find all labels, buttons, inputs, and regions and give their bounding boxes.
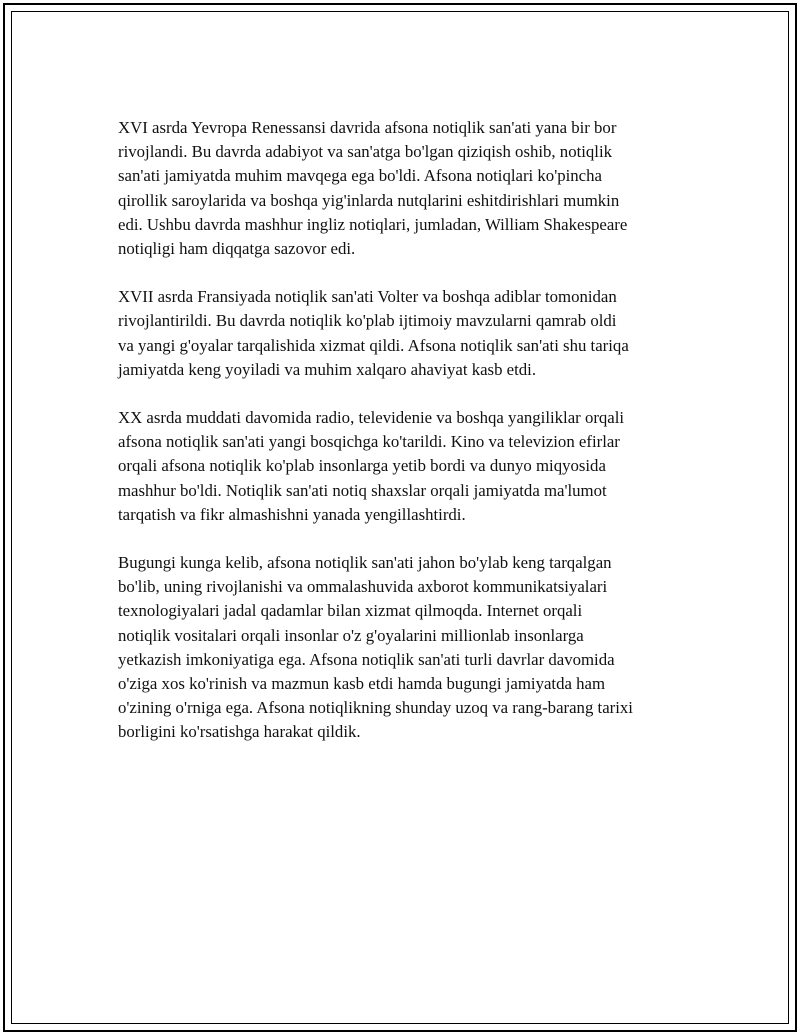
text-line: XVII asrda Fransiyada notiqlik san'ati Volter va boshqa adiblar tomonidan xyxy=(118,287,617,307)
paragraph-france xyxy=(118,285,698,382)
text-line: rivojlandi. Bu davrda adabiyot va san'atga bo'lgan qiziqish oshib, notiqlik xyxy=(118,142,613,162)
text-line: qirollik saroylarida va boshqa yig'inlarda nutqlarini eshitdirishlari mumkin xyxy=(118,190,620,210)
text-line: o'zining o'rniga ega. Afsona notiqlikning shunday uzoq va rang-barang tarixi xyxy=(118,698,633,718)
document-body xyxy=(118,116,698,769)
text-line: o'ziga xos ko'rinish va mazmun kasb etdi hamda bugungi jamiyatda ham xyxy=(118,674,606,694)
text-line: XX asrda muddati davomida radio, televidenie va boshqa yangiliklar orqali xyxy=(118,408,625,428)
text-line: texnologiyalari jadal qadamlar bilan xizmat qilmoqda. Internet orqali xyxy=(118,601,583,621)
text-line: mashhur bo'ldi. Notiqlik san'ati notiq shaxslar orqali jamiyatda ma'lumot xyxy=(118,480,607,500)
text-line: borligini ko'rsatishga harakat qildik. xyxy=(118,722,361,742)
text-line: XVI asrda Yevropa Renessansi davrida afsona notiqlik san'ati yana bir bor xyxy=(118,118,617,137)
paragraph-renaissance xyxy=(118,116,698,261)
text-line: Bugungi kunga kelib, afsona notiqlik san'ati jahon bo'ylab keng tarqalgan xyxy=(118,553,612,573)
text-line: yetkazish imkoniyatiga ega. Afsona notiqlik san'ati turli davrlar davomida xyxy=(118,649,615,669)
text-line: rivojlantirildi. Bu davrda notiqlik ko'plab ijtimoiy mavzularni qamrab oldi xyxy=(118,311,617,331)
text-line: notiqligi ham diqqatga sazovor edi. xyxy=(118,239,356,259)
text-line: notiqlik vositalari orqali insonlar o'z g'oyalarini millionlab insonlarga xyxy=(118,625,584,645)
text-line: orqali afsona notiqlik ko'plab insonlarga yetib bordi va dunyo miqyosida xyxy=(118,456,606,476)
text-line: edi. Ushbu davrda mashhur ingliz notiqlari, jumladan, William Shakespeare xyxy=(118,214,628,234)
text-line: jamiyatda keng yoyiladi va muhim xalqaro ahaviyat kasb etdi. xyxy=(118,359,537,379)
text-line: tarqatish va fikr almashishni yanada yengillashtirdi. xyxy=(118,504,466,524)
text-line: afsona notiqlik san'ati yangi bosqichga ko'tarildi. Kino va televizion efirlar xyxy=(118,432,620,452)
text-line: bo'lib, uning rivojlanishi va ommalashuvida axborot kommunikatsiyalari xyxy=(118,577,608,597)
text-line: va yangi g'oyalar tarqalishida xizmat qildi. Afsona notiqlik san'ati shu tariqa xyxy=(118,335,629,355)
paragraph-twentieth-century xyxy=(118,406,698,527)
paragraph-today xyxy=(118,551,698,745)
text-line: san'ati jamiyatda muhim mavqega ega bo'ldi. Afsona notiqlari ko'pincha xyxy=(118,166,602,186)
